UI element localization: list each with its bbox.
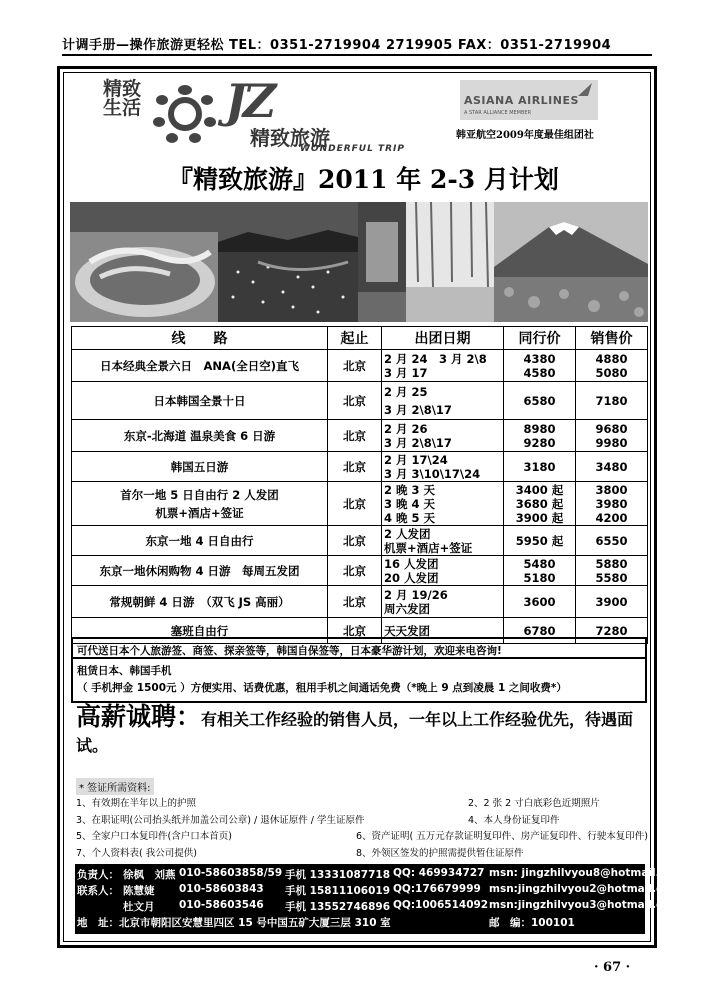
peer-price-cell: 3180: [504, 452, 576, 482]
route-cell: 东京-北海道 温泉美食 6 日游: [72, 420, 328, 452]
brand-slogan: WONDERFUL TRIP: [300, 144, 405, 154]
dates-cell: 2 晚 3 天 3 晚 4 天 4 晚 5 天: [382, 482, 504, 526]
doc-item: 3、在职证明(公司抬头纸并加盖公司公章) / 退休证原件 / 学生证原件: [76, 815, 365, 826]
sale-price-cell: 3800 3980 4200: [576, 482, 648, 526]
dates-cell: 2 月 17\24 3 月 3\10\17\24: [382, 452, 504, 482]
contact-qq: QQ:176679999: [393, 883, 481, 895]
contact-msn: msn:jingzhilvyou3@hotmail.com: [489, 899, 681, 911]
sale-price-cell: 6550: [576, 526, 648, 556]
from-cell: 北京: [328, 586, 382, 618]
route-cell: 日本韩国全景十日: [72, 382, 328, 420]
sale-price-cell: 5880 5580: [576, 556, 648, 586]
phone-rental-detail: （ 手机押金 1500元 ）方便实用、话费优惠，租用手机之间通话免费（*晚上 9 点到凌晨 1 之间收费*）: [77, 682, 567, 694]
mount-fuji-photo: [494, 202, 648, 322]
logo-letters: JZ: [225, 74, 273, 128]
phone-rental-box: [71, 659, 647, 703]
route-cell: 日本经典全景六日 ANA(全日空)直飞: [72, 350, 328, 382]
contact-tel: 010-58603546: [179, 899, 264, 911]
night-city-photo: [218, 202, 358, 322]
peer-price-cell: 3400 起 3680 起 3900 起: [504, 482, 576, 526]
from-cell: 北京: [328, 526, 382, 556]
hiring-text: 有相关工作经验的销售人员，一年以上工作经验优先，待遇面试。: [76, 710, 634, 755]
table-row: [72, 526, 648, 556]
route-cell: 塞班自由行: [72, 618, 328, 644]
plan-title: 『精致旅游』2011 年 2-3 月计划: [168, 165, 559, 194]
peer-price-cell: 6780: [504, 618, 576, 644]
visa-note: 可代送日本个人旅游签、商签、探亲签等，韩国自保签等，日本豪华游计划，欢迎来电咨询!: [71, 637, 647, 659]
doc-item: 4、本人身份证复印件: [468, 815, 560, 826]
contact-qq: QQ:1006514092: [393, 899, 489, 911]
from-cell: 北京: [328, 420, 382, 452]
table-row: [72, 556, 648, 586]
sale-price-cell: 3900: [576, 586, 648, 618]
airline-logo-box: [460, 80, 598, 120]
from-cell: 北京: [328, 382, 382, 420]
doc-item: 1、有效期在半年以上的护照: [76, 798, 197, 809]
route-cell: 东京一地休闲购物 4 日游 每周五发团: [72, 556, 328, 586]
doc-item: 2、2 张 2 寸白底彩色近期照片: [468, 798, 600, 809]
dates-cell: 2 月 19/26 周六发团: [382, 586, 504, 618]
photo-strip: [70, 202, 648, 322]
dates-cell: 天天发团: [382, 618, 504, 644]
from-cell: 北京: [328, 350, 382, 382]
doc-item: 6、资产证明( 五万元存款证明复印件、房产证复印件、行驶本复印件): [356, 831, 648, 842]
contact-label: 联系人：: [77, 885, 119, 897]
header-dates: 出团日期: [382, 327, 504, 350]
peer-price-cell: 5480 5180: [504, 556, 576, 586]
peer-price-cell: 6580: [504, 382, 576, 420]
table-row: [72, 452, 648, 482]
peer-price-cell: 5950 起: [504, 526, 576, 556]
from-cell: 北京: [328, 482, 382, 526]
onsen-room-photo: [358, 202, 406, 322]
sale-price-cell: 9680 9980: [576, 420, 648, 452]
airline-wing-icon: [576, 82, 594, 98]
route-cell: 常规朝鲜 4 日游 （双飞 JS 高丽）: [72, 586, 328, 618]
hiring-title: 高薪诚聘：: [76, 702, 202, 731]
contact-msn: msn:jingzhilvyou2@hotmail.com: [489, 883, 681, 895]
sale-price-cell: 4880 5080: [576, 350, 648, 382]
header-route: 线 路: [72, 327, 328, 350]
doc-item: 7、个人资料表( 我公司提供): [76, 848, 197, 859]
from-cell: 北京: [328, 618, 382, 644]
contact-block: [75, 864, 684, 934]
dates-cell: 2 人发团 机票+酒店+签证: [382, 526, 504, 556]
sale-price-cell: 7180: [576, 382, 648, 420]
header-from: 起止: [328, 327, 382, 350]
contact-msn: msn: jingzhilvyou8@hotmail.com: [489, 867, 684, 879]
peer-price-cell: 8980 9280: [504, 420, 576, 452]
peer-price-cell: 4380 4580: [504, 350, 576, 382]
page-number: · 67 ·: [594, 960, 631, 975]
brand-name: 精致旅游: [250, 126, 330, 150]
contact-tel: 010-58603858/59: [179, 867, 283, 879]
contact-tel: 010-58603843: [179, 883, 264, 895]
contact-postcode: 邮 编：100101: [489, 917, 575, 929]
contact-label: 负责人：: [77, 869, 119, 881]
contact-name: 陈慧婕: [123, 885, 155, 897]
airline-sub: A STAR ALLIANCE MEMBER: [464, 110, 532, 116]
table-header-row: [72, 327, 648, 350]
docs-title: * 签证所需资料:: [76, 778, 154, 795]
peer-price-cell: 3600: [504, 586, 576, 618]
snow-photo: [406, 202, 494, 322]
contact-name: 杜文月: [123, 901, 155, 913]
header-peer-price: 同行价: [504, 327, 576, 350]
dates-cell: 2 月 24 3 月 2\8 3 月 17: [382, 350, 504, 382]
sale-price-cell: 3480: [576, 452, 648, 482]
table-row: [72, 350, 648, 382]
from-cell: 北京: [328, 556, 382, 586]
contact-address: 地 址：北京市朝阳区安慧里四区 15 号中国五矿大厦三层 310 室: [77, 917, 391, 929]
dates-cell: 2 月 25 3 月 2\8\17: [382, 382, 504, 420]
contact-mobile: 手机 13552746896: [285, 901, 391, 913]
table-row: [72, 586, 648, 618]
contact-mobile: 手机 13331087718: [285, 869, 391, 881]
route-cell: 东京一地 4 日自由行: [72, 526, 328, 556]
phone-rental-title: 租赁日本、韩国手机: [77, 665, 172, 677]
sun-logo-icon: [150, 84, 220, 144]
doc-item: 5、全家户口本复印件(含户口本首页): [76, 831, 232, 842]
sale-price-cell: 7280: [576, 618, 648, 644]
route-cell: 韩国五日游: [72, 452, 328, 482]
table-row: [72, 482, 648, 526]
airline-award: 韩亚航空2009年度最佳组团社: [456, 130, 594, 141]
from-cell: 北京: [328, 452, 382, 482]
route-cell: 首尔一地 5 日自由行 2 人发团 机票+酒店+签证: [72, 482, 328, 526]
contact-qq: QQ: 469934727: [393, 867, 485, 879]
table-row: [72, 420, 648, 452]
hiring-section: [76, 704, 646, 759]
header-contact-line: 计调手册—操作旅游更轻松 TEL：0351-2719904 2719905 FAX：0351-2719904: [62, 34, 652, 56]
dates-cell: 16 人发团 20 人发团: [382, 556, 504, 586]
contact-mobile: 手机 15811106019: [285, 885, 391, 897]
header-sale-price: 销售价: [576, 327, 648, 350]
contact-name: 徐枫 刘燕: [123, 869, 176, 881]
food-photo: [70, 202, 218, 322]
routes-table: [71, 326, 648, 644]
dates-cell: 2 月 26 3 月 2\8\17: [382, 420, 504, 452]
airline-name: ASIANA AIRLINES: [464, 94, 579, 107]
side-brand-text: 精致生活: [102, 78, 141, 119]
table-row: [72, 382, 648, 420]
doc-item: 8、外领区签发的护照需提供暂住证原件: [356, 848, 524, 859]
